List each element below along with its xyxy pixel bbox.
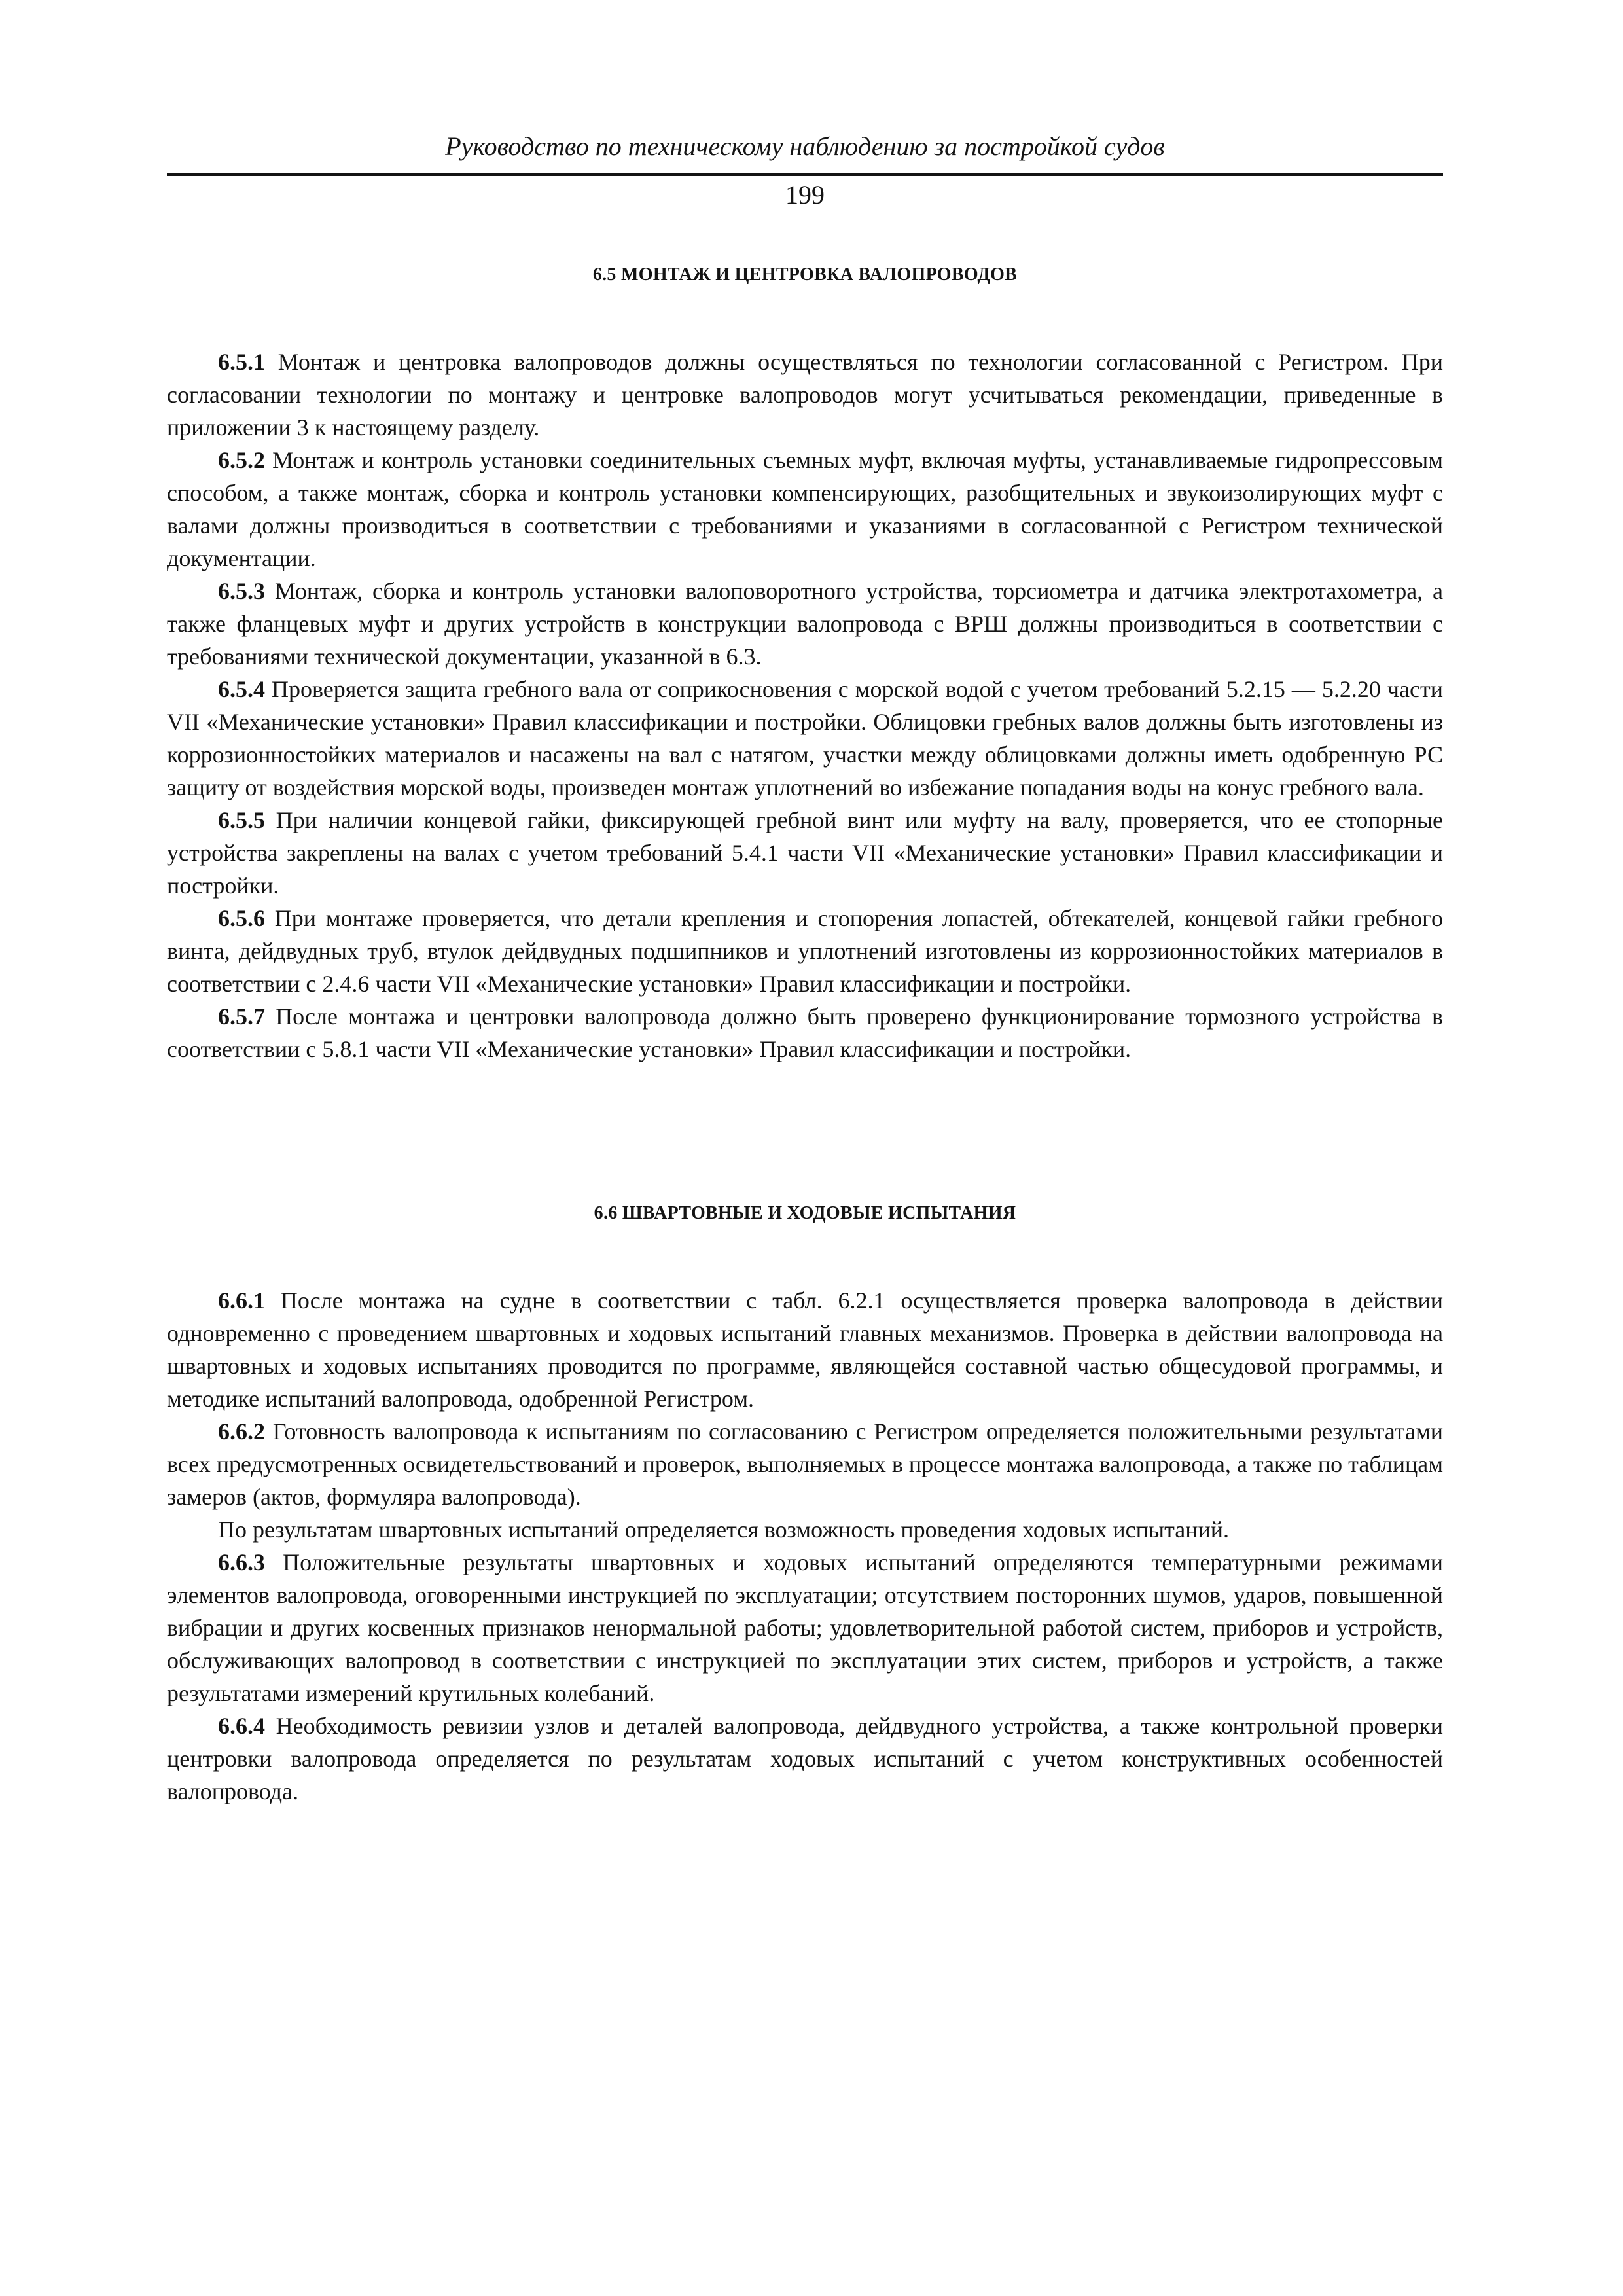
paragraph-6-5-3 (167, 575, 1443, 673)
paragraph-6-6-2-continued (167, 1513, 1443, 1546)
paragraph-6-5-2 (167, 444, 1443, 575)
section-heading-6-5: 6.5 МОНТАЖ И ЦЕНТРОВКА ВАЛОПРОВОДОВ (592, 264, 1018, 285)
paragraph-text: Монтаж и центровка валопроводов должны осуществляться по технологии согласованной с Регистром. При согласовании технологии по монтажу и центровке валопроводов могут усчитываться рекомендации, приведенные в приложении 3 к настоящему разделу. (167, 349, 1443, 440)
paragraph-number: 6.6.2 (218, 1418, 265, 1444)
paragraph-number: 6.5.1 (218, 349, 265, 375)
paragraph-text: Необходимость ревизии узлов и деталей валопровода, дейдвудного устройства, а также контрольной проверки центровки валопровода определяется по результатам ходовых испытаний с учетом конструктивных особенностей валопровода. (167, 1713, 1443, 1804)
paragraph-text: Проверяется защита гребного вала от соприкосновения с морской водой с учетом требований 5.2.15 — 5.2.20 части VII «Механические установки» Правил классификации и постройки. Облицовки гребных валов должны быть изготовлены из коррозионностойких материалов и насажены на вал с натягом, участки между облицовками должны иметь одобренную РС защиту от воздействия морской воды, произведен монтаж уплотнений во избежание попадания воды на конус гребного вала. (167, 676, 1443, 800)
paragraph-number: 6.6.3 (218, 1549, 265, 1575)
paragraph-number: 6.5.6 (218, 905, 265, 931)
paragraph-6-5-4 (167, 673, 1443, 804)
running-header: Руководство по техническому наблюдению за постройкой судов (445, 132, 1165, 161)
section-heading-6-6: 6.6 ШВАРТОВНЫЕ И ХОДОВЫЕ ИСПЫТАНИЯ (594, 1203, 1016, 1223)
paragraph-6-6-4 (167, 1710, 1443, 1808)
paragraph-6-5-1 (167, 346, 1443, 444)
paragraph-6-6-1 (167, 1284, 1443, 1415)
paragraph-text: После монтажа на судне в соответствии с табл. 6.2.1 осуществляется проверка валопровода в действии одновременно с проведением швартовных и ходовых испытаний главных механизмов. Проверка в действии валопровода на швартовных и ходовых испытаниях проводится по программе, являющейся составной частью общесудовой программы, и методике испытаний валопровода, одобренной Регистром. (167, 1287, 1443, 1412)
paragraph-number: 6.5.4 (218, 676, 265, 702)
paragraph-6-5-7 (167, 1000, 1443, 1066)
paragraph-number: 6.6.4 (218, 1713, 265, 1739)
paragraph-6-5-6 (167, 902, 1443, 1000)
paragraph-number: 6.5.5 (218, 807, 265, 833)
paragraph-6-6-3 (167, 1546, 1443, 1710)
paragraph-text: Готовность валопровода к испытаниям по согласованию с Регистром определяется положительными результатами всех предусмотренных освидетельствований и проверок, выполняемых в процессе монтажа валопровода, а также по таблицам замеров (актов, формуляра валопровода). (167, 1418, 1443, 1510)
paragraph-number: 6.5.3 (218, 578, 265, 604)
paragraph-text: Монтаж, сборка и контроль установки валоповоротного устройства, торсиометра и датчика электротахометра, а также фланцевых муфт и других устройств в конструкции валопровода с ВРШ должны производиться в соответствии с требованиями технической документации, указанной в 6.3. (167, 578, 1443, 670)
paragraph-number: 6.5.2 (218, 447, 265, 473)
paragraph-text: После монтажа и центровки валопровода должно быть проверено функционирование тормозного устройства в соответствии с 5.8.1 части VII «Механические установки» Правил классификации и постройки. (167, 1003, 1443, 1062)
section-body-6-6 (167, 1284, 1443, 1808)
paragraph-text: При монтаже проверяется, что детали крепления и стопорения лопастей, обтекателей, концевой гайки гребного винта, дейдвудных труб, втулок дейдвудных подшипников и уплотнений изготовлены из коррозионностойких материалов в соответствии с 2.4.6 части VII «Механические установки» Правил классификации и постройки. (167, 905, 1443, 997)
paragraph-6-5-5 (167, 804, 1443, 902)
paragraph-6-6-2 (167, 1415, 1443, 1513)
page-number: 199 (785, 180, 825, 209)
paragraph-number: 6.6.1 (218, 1287, 265, 1314)
section-body-6-5 (167, 346, 1443, 1066)
paragraph-text: По результатам швартовных испытаний определяется возможность проведения ходовых испытаний. (218, 1516, 1230, 1543)
header-divider (167, 173, 1443, 176)
paragraph-text: Положительные результаты швартовных и ходовых испытаний определяются температурными режимами элементов валопровода, оговоренными инструкцией по эксплуатации; отсутствием посторонних шумов, ударов, повышенной вибрации и других косвенных признаков ненормальной работы; удовлетворительной работой систем, приборов и устройств, обслуживающих валопровод в соответствии с инструкцией по эксплуатации этих систем, приборов и устройств, а также результатами измерений крутильных колебаний. (167, 1549, 1443, 1706)
paragraph-text: Монтаж и контроль установки соединительных съемных муфт, включая муфты, устанавливаемые гидропрессовым способом, а также монтаж, сборка и контроль установки компенсирующих, разобщительных и звукоизолирующих муфт с валами должны производиться в соответствии с требованиями и указаниями в согласованной с Регистром технической документации. (167, 447, 1443, 571)
paragraph-number: 6.5.7 (218, 1003, 265, 1030)
paragraph-text: При наличии концевой гайки, фиксирующей гребной винт или муфту на валу, проверяется, что ее стопорные устройства закреплены на валах с учетом требований 5.4.1 части VII «Механические установки» Правил классификации и постройки. (167, 807, 1443, 899)
